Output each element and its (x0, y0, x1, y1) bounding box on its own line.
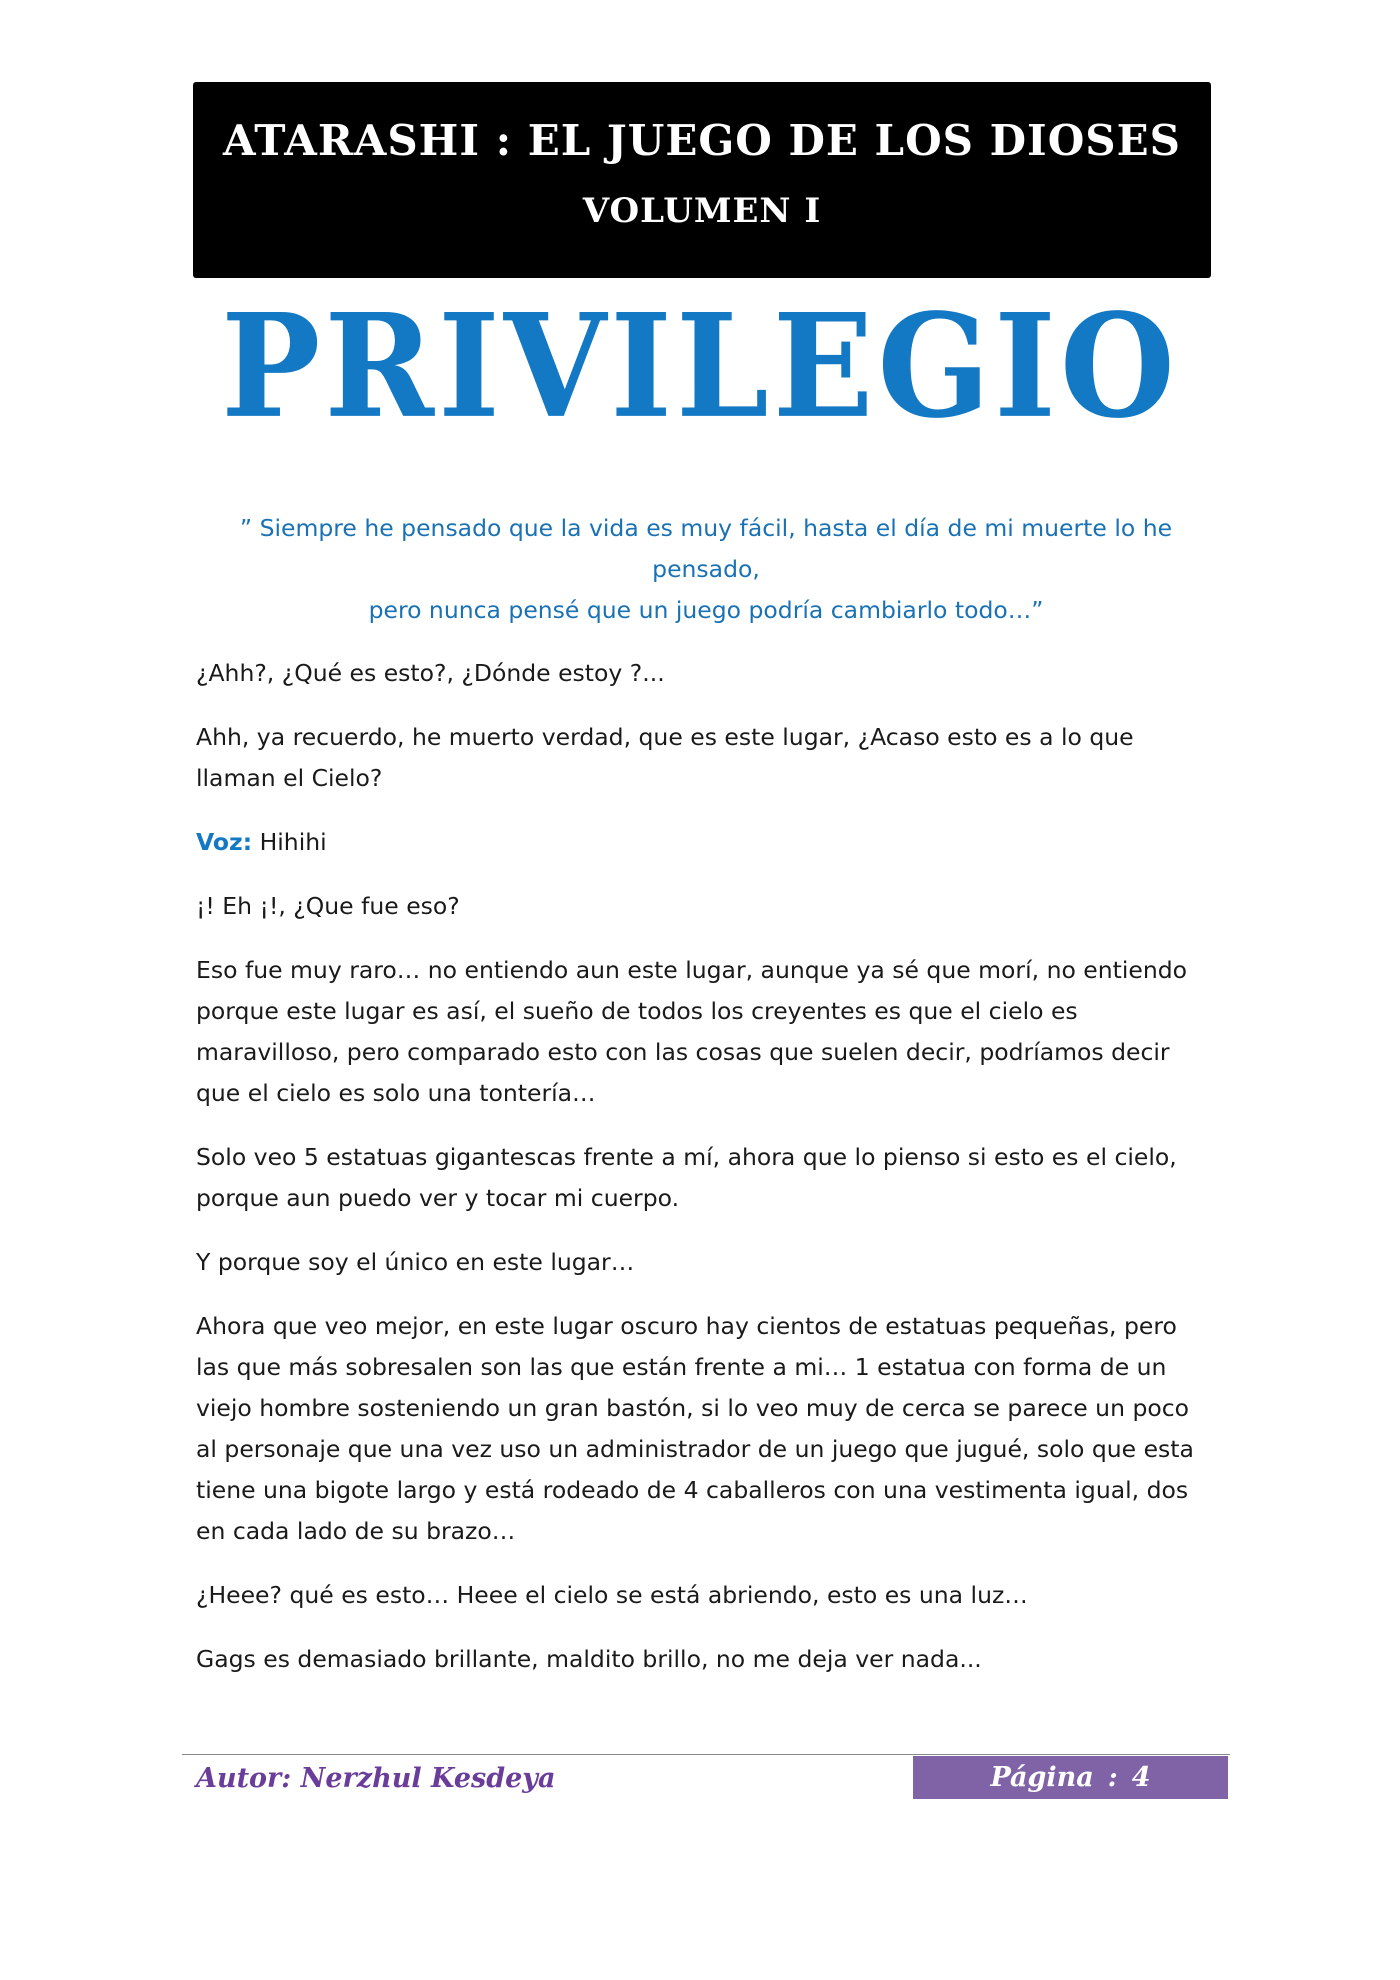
dialogue-text: Hihihi (252, 828, 327, 856)
opening-quote-line-1: ” Siempre he pensado que la vida es muy fácil, hasta el día de mi muerte lo he pensado, (239, 514, 1173, 583)
paragraph-2: Ahh, ya recuerdo, he muerto verdad, que es este lugar, ¿Acaso esto es a lo que llaman el Cielo? (196, 723, 1134, 792)
page-separator: : (1107, 1762, 1118, 1793)
series-header-banner (193, 82, 1211, 278)
series-title: ATARASHI : EL JUEGO DE LOS DIOSES (223, 116, 1181, 165)
dialogue-line (196, 822, 1216, 863)
footer-divider (182, 1754, 1230, 1755)
opening-quote-line-2: pero nunca pensé que un juego podría cambiarlo todo…” (368, 596, 1044, 624)
paragraph-10: Gags es demasiado brillante, maldito brillo, no me deja ver nada... (196, 1645, 982, 1673)
paragraph-7: Y porque soy el único en este lugar… (196, 1248, 635, 1276)
opening-quote (196, 508, 1216, 631)
paragraph-4: ¡! Eh ¡!, ¿Que fue eso? (196, 892, 460, 920)
footer-author: Autor: Nerzhul Kesdeya (196, 1763, 556, 1794)
volume-label: VOLUMEN I (582, 191, 822, 231)
page-number: 4 (1131, 1762, 1151, 1793)
paragraph-5: Eso fue muy raro… no entiendo aun este lugar, aunque ya sé que morí, no entiendo porque este lugar es así, el sueño de todos los creyentes es que el cielo es maravilloso, pero comparado esto con las cosas que suelen decir, podríamos decir que el cielo es solo una tontería… (196, 956, 1188, 1107)
page-label: Página (990, 1762, 1094, 1793)
paragraph-1: ¿Ahh?, ¿Qué es esto?, ¿Dónde estoy ?... (196, 659, 665, 687)
paragraph-9: ¿Heee? qué es esto… Heee el cielo se está abriendo, esto es una luz… (196, 1581, 1028, 1609)
paragraph-8: Ahora que veo mejor, en este lugar oscuro hay cientos de estatuas pequeñas, pero las que más sobresalen son las que están frente a mi… 1 estatua con forma de un viejo hombre sosteniendo un gran bastón, si lo veo muy de cerca se parece un poco al personaje que una vez uso un administrador de un juego que jugué, solo que esta tiene una bigote largo y está rodeado de 4 caballeros con una vestimenta igual, dos en cada lado de su brazo… (196, 1312, 1194, 1545)
page-number-box (913, 1756, 1228, 1799)
chapter-title: PRIVILEGIO (221, 283, 1179, 451)
speaker-label: Voz: (196, 828, 253, 856)
chapter-body (196, 508, 1216, 1703)
paragraph-6: Solo veo 5 estatuas gigantescas frente a mí, ahora que lo pienso si esto es el cielo, porque aun puedo ver y tocar mi cuerpo. (196, 1143, 1177, 1212)
